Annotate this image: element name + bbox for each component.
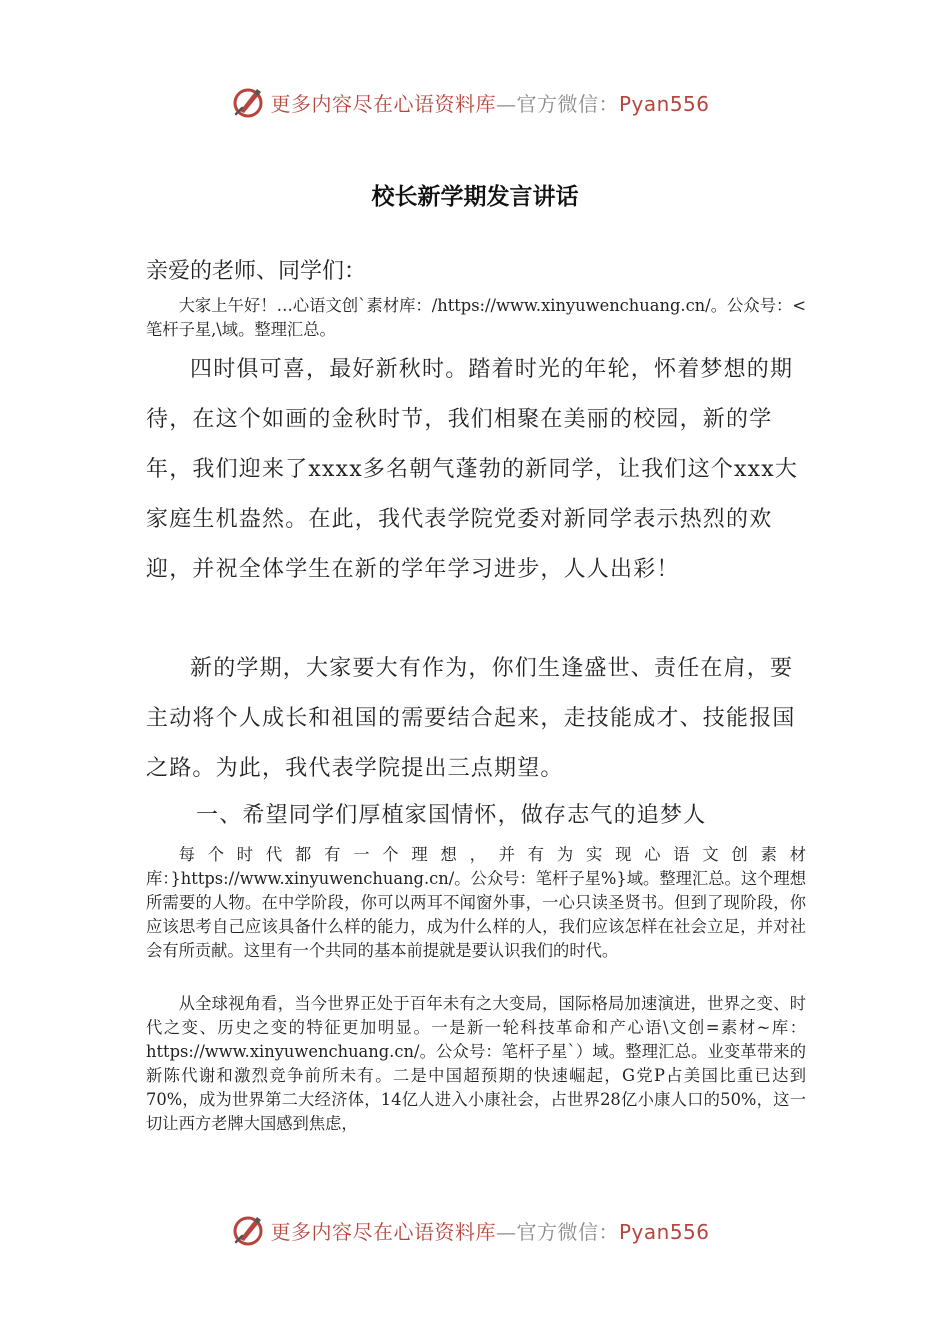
pen-logo-icon — [230, 84, 266, 120]
intro-paragraph: 大家上午好！…心语文创`素材库：/https://www.xinyuwenchuang.cn/。公众号：<笔杆子星,\域。整理汇总。 — [146, 296, 806, 339]
paragraph-ideal: 每个时代都有一个理想，并有为实现心语文创素材库：}https://www.xinyuwenchuang.cn/。公众号：笔杆子星%}域。整理汇总。这个理想所需要的人物。在中学阶段，你可以两耳不闻窗外事，一心只读圣贤书。但到了现阶段，你应该思考自己应该具备什么样的能力，成为什么样的人，我们应该怎样在社会立足，并对社会有所贡献。这里有一个共同的基本前提就是要认识我们的时代。 — [146, 845, 806, 960]
header-banner-text: 更多内容尽在心语资料库—官方微信：Pyan556 — [270, 91, 710, 116]
document-title: 校长新学期发言讲话 — [371, 183, 579, 210]
pen-logo-icon — [230, 1212, 266, 1248]
section-heading-1: 一、希望同学们厚植家国情怀，做存志气的追梦人 — [196, 803, 707, 828]
footer-banner-text: 更多内容尽在心语资料库—官方微信：Pyan556 — [270, 1219, 710, 1244]
paragraph-expectations: 新的学期，大家要大有作为，你们生逢盛世、责任在肩，要主动将个人成长和祖国的需要结合起来，走技能成才、技能报国之路。为此，我代表学院提出三点期望。 — [146, 656, 796, 781]
salutation: 亲爱的老师、同学们： — [146, 259, 367, 284]
paragraph-global-view: 从全球视角看，当今世界正处于百年未有之大变局，国际格局加速演进，世界之变、时代之变、历史之变的特征更加明显。一是新一轮科技革命和产心语\文创=素材~库：https://www.xinyuwenchuang.cn/。公众号：笔杆子星`）域。整理汇总。业变革带来的新陈代谢和激烈竞争前所未有。二是中国超预期的快速崛起，G党P占美国比重已达到70%，成为世界第二大经济体，14亿人进入小康社会，占世界28亿小康人口的50%，这一切让西方老牌大国感到焦虑， — [146, 994, 806, 1133]
header-banner — [0, 80, 950, 124]
footer-banner — [0, 1208, 950, 1252]
paragraph-welcome: 四时俱可喜，最好新秋时。踏着时光的年轮，怀着梦想的期待，在这个如画的金秋时节，我们相聚在美丽的校园，新的学年，我们迎来了xxxx多名朝气蓬勃的新同学，让我们这个xxx大家庭生机盎然。在此，我代表学院党委对新同学表示热烈的欢迎，并祝全体学生在新的学年学习进步，人人出彩！ — [146, 357, 799, 582]
